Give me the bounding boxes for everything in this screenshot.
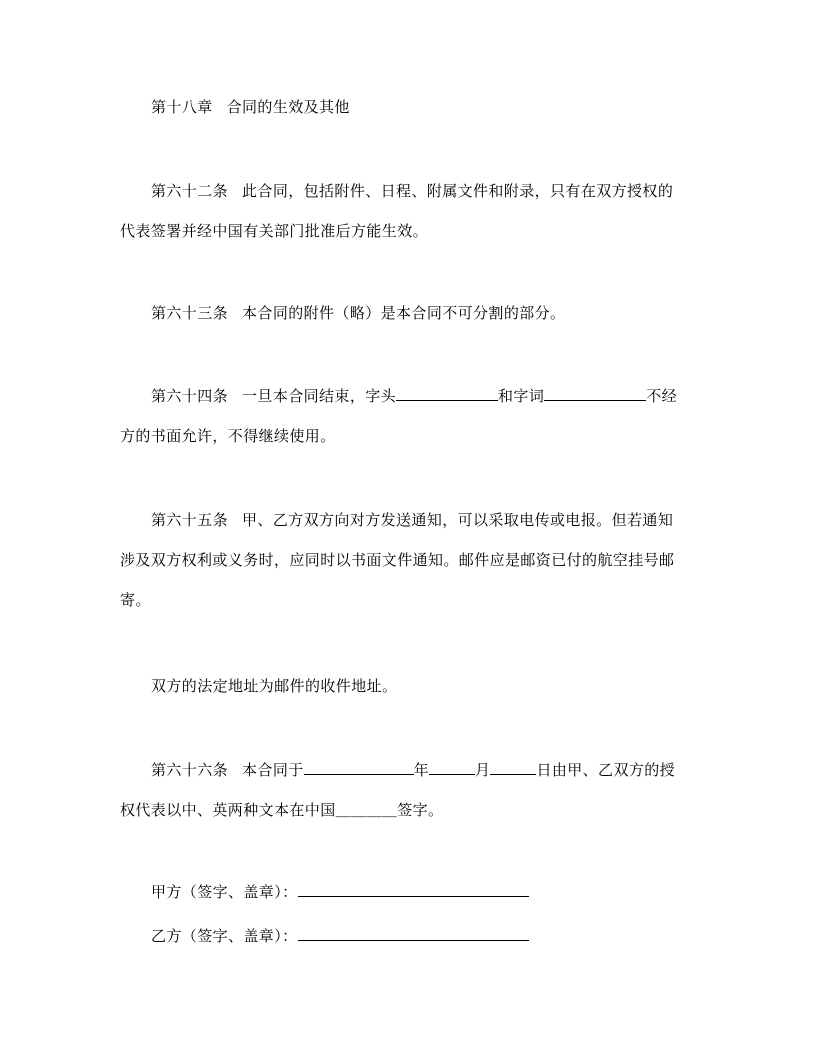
chapter-number: 第十八章 [151, 98, 213, 116]
article-text: 甲、乙方双方向对方发送通知，可以采取电传或电报。但若通知 [242, 511, 674, 529]
fill-in-blank[interactable] [544, 386, 646, 401]
date-day-blank[interactable] [490, 760, 536, 775]
article-text: 和字词 [498, 387, 545, 405]
article-text: 一旦本合同结束，字头 [242, 387, 397, 405]
article-64 [120, 376, 698, 456]
date-month-blank[interactable] [429, 760, 475, 775]
date-year-blank[interactable] [304, 760, 414, 775]
article-text: 此合同，包括附件、日程、附属文件和附录，只有在双方授权的 [242, 182, 674, 200]
article-62 [120, 171, 698, 251]
article-text: 年 [413, 761, 430, 779]
signature-label: 甲方（签字、盖章）： [151, 883, 298, 901]
chapter-title: 合同的生效及其他 [226, 98, 350, 116]
article-text: 权代表以中、英两种文本在中国＿＿＿＿签字。 [120, 801, 444, 819]
signature-label: 乙方（签字、盖章）： [151, 927, 298, 945]
article-number: 第六十二条 [151, 182, 229, 200]
article-text: 不经 [646, 387, 678, 405]
article-number: 第六十三条 [151, 304, 229, 322]
article-text: 月 [475, 761, 491, 779]
article-text: 寄。 [120, 591, 151, 609]
article-text: 涉及双方权利或义务时，应同时以书面文件通知。邮件应是邮资已付的航空挂号邮 [120, 551, 675, 569]
article-number: 第六十四条 [151, 387, 229, 405]
article-number: 第六十六条 [151, 761, 229, 779]
article-text: 日由甲、乙双方的授 [536, 761, 676, 779]
signature-party-a [120, 872, 698, 912]
article-63 [120, 293, 698, 333]
article-text: 代表签署并经中国有关部门批准后方能生效。 [120, 222, 429, 240]
article-text: 本合同的附件（略）是本合同不可分割的部分。 [242, 304, 566, 322]
signature-party-b [120, 916, 698, 956]
signature-line[interactable] [298, 882, 529, 897]
fill-in-blank[interactable] [396, 386, 498, 401]
article-text: 本合同于 [242, 761, 304, 779]
paragraph-text: 双方的法定地址为邮件的收件地址。 [151, 677, 398, 695]
signature-line[interactable] [298, 926, 529, 941]
article-66 [120, 750, 698, 830]
chapter-heading [120, 87, 698, 127]
article-text: 方的书面允许，不得继续使用。 [120, 427, 336, 445]
article-65 [120, 500, 698, 620]
address-note [120, 666, 698, 706]
article-number: 第六十五条 [151, 511, 229, 529]
